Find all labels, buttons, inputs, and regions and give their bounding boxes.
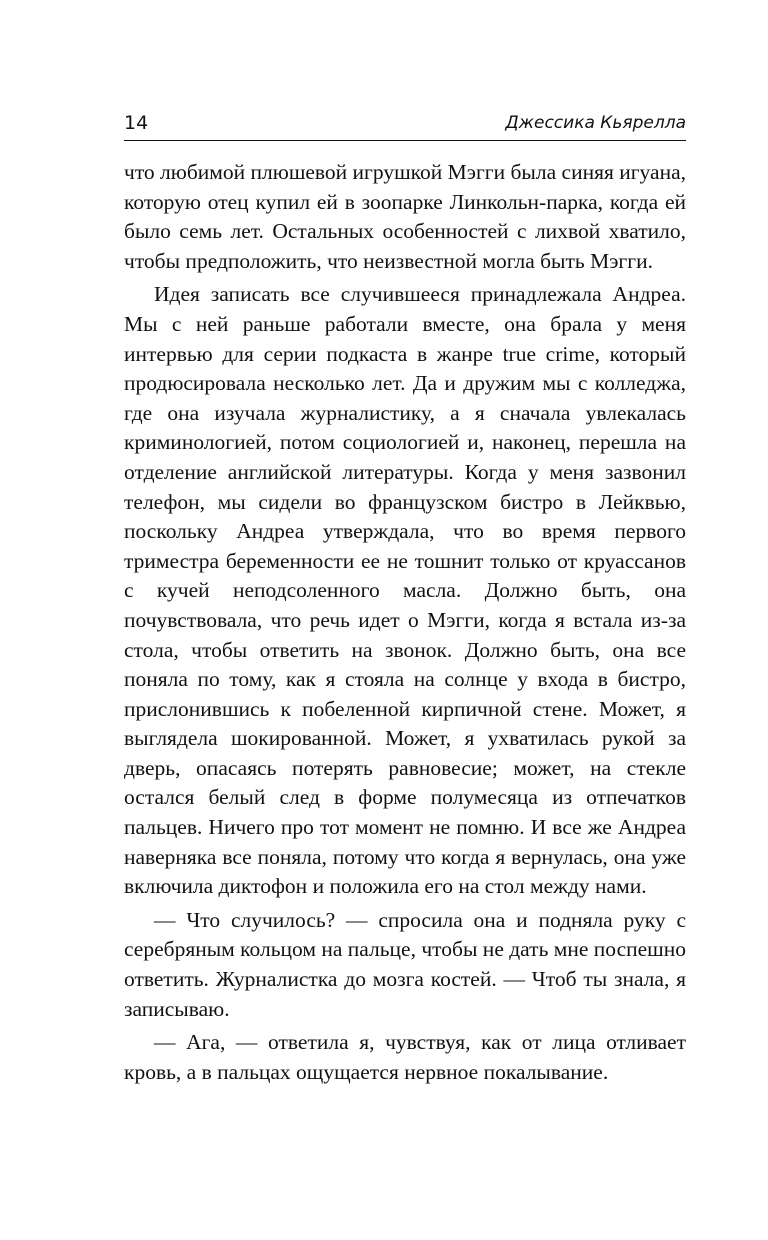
paragraph: — Ага, — ответила я, чувствуя, как от лица отливает кровь, а в пальцах ощущается нервное покалывание. [124,1030,686,1084]
paragraph: что любимой плюшевой игрушкой Мэгги была синяя игуана, которую отец купил ей в зоопарке Линкольн-парка, когда ей было семь лет. Остальных особенностей с лихвой хватило, чтобы предположить, что неизвестной могла быть Мэгги. [124,160,686,273]
page-number: 14 [124,112,149,134]
body-text [124,158,686,1087]
running-head-author: Джессика Кьярелла [505,113,686,133]
paragraph: — Что случилось? — спросила она и подняла руку с серебряным кольцом на пальце, чтобы не дать мне поспешно ответить. Журналистка до мозга костей. — Чтоб ты знала, я записываю. [124,907,686,1021]
paragraph: Идея записать все случившееся принадлежала Андреа. Мы с ней раньше работали вместе, она брала у меня интервью для серии подкаста в жанре true crime, который продюсировала несколько лет. Да и дружим мы с колледжа, где она изучала журналистику, а я сначала увлекалась криминологией, потом социологией и, наконец, перешла на отделение английской литературы. Когда у меня зазвонил телефон, мы сидели во французском бистро в Лейквью, поскольку Андреа утверждала, что во время первого триместра беременности ее не тошнит только от круассанов с кучей неподсоленного масла. Должно быть, она почувствовала, что речь идет о Мэгги, когда я встала из-за стола, чтобы ответить на звонок. Должно быть, она все поняла по тому, как я стояла на солнце у входа в бистро, прислонившись к побеленной кирпичной стене. Может, я выглядела шокированной. Может, я ухватилась рукой за дверь, опасаясь потерять равновесие; может, на стекле остался белый след в форме полумесяца из отпечатков пальцев. Ничего про тот момент не помню. И все же Андреа наверняка все поняла, потому что когда я вернулась, она уже включила диктофон и положила его на стол между нами. [124,282,686,899]
page-header [124,110,686,141]
